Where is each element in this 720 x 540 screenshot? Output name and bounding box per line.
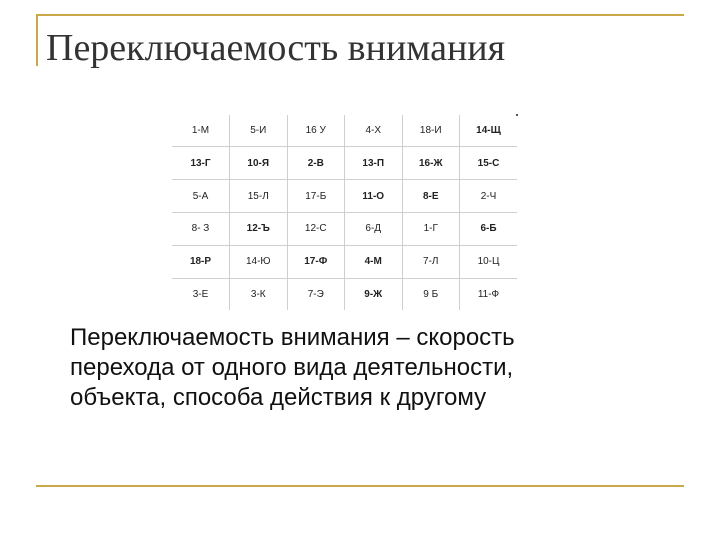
table-row <box>172 147 517 180</box>
description-line-2: перехода от одного вида деятельности, <box>70 354 514 381</box>
table-cell: 6-Д <box>345 212 403 245</box>
table-cell: 15-С <box>460 147 518 180</box>
table-cell: 4-Х <box>345 115 403 147</box>
table-cell: 18-И <box>402 115 460 147</box>
table-row <box>172 180 517 213</box>
table-cell: 1-Г <box>402 212 460 245</box>
table-cell: 10-Ц <box>460 245 518 278</box>
table-cell: 6-Б <box>460 212 518 245</box>
table-cell: 10-Я <box>230 147 288 180</box>
table-body <box>172 115 517 310</box>
table-cell: 2-В <box>287 147 345 180</box>
top-rule <box>36 14 684 16</box>
schulte-table-container <box>172 115 517 310</box>
table-cell: 16 У <box>287 115 345 147</box>
table-cell: 11-Ф <box>460 278 518 310</box>
table-cell: 9 Б <box>402 278 460 310</box>
table-cell: 14-Ю <box>230 245 288 278</box>
schulte-table <box>172 115 517 310</box>
description <box>70 323 670 413</box>
table-cell: 1-М <box>172 115 230 147</box>
table-cell: 3-Е <box>172 278 230 310</box>
table-cell: 17-Б <box>287 180 345 213</box>
table-cell: 9-Ж <box>345 278 403 310</box>
table-cell: 7-Э <box>287 278 345 310</box>
table-cell: 12-Ъ <box>230 212 288 245</box>
table-cell: 17-Ф <box>287 245 345 278</box>
table-cell: 8- З <box>172 212 230 245</box>
table-cell: 7-Л <box>402 245 460 278</box>
table-cell: 12-С <box>287 212 345 245</box>
table-corner-mark <box>516 114 518 116</box>
table-cell: 11-О <box>345 180 403 213</box>
table-row <box>172 245 517 278</box>
table-cell: 13-П <box>345 147 403 180</box>
table-cell: 5-А <box>172 180 230 213</box>
table-cell: 2-Ч <box>460 180 518 213</box>
table-cell: 13-Г <box>172 147 230 180</box>
left-rule <box>36 14 38 66</box>
table-row <box>172 278 517 310</box>
table-cell: 4-М <box>345 245 403 278</box>
table-row <box>172 212 517 245</box>
table-cell: 5-И <box>230 115 288 147</box>
table-cell: 8-Е <box>402 180 460 213</box>
table-cell: 14-Щ <box>460 115 518 147</box>
description-line-3: объекта, способа действия к другому <box>70 384 487 411</box>
table-row <box>172 115 517 147</box>
table-cell: 18-Р <box>172 245 230 278</box>
bottom-rule <box>36 485 684 487</box>
table-cell: 15-Л <box>230 180 288 213</box>
slide-title: Переключаемость внимания <box>46 27 506 69</box>
table-cell: 16-Ж <box>402 147 460 180</box>
table-cell: 3-К <box>230 278 288 310</box>
description-line-1: Переключаемость внимания – скорость <box>70 324 515 351</box>
